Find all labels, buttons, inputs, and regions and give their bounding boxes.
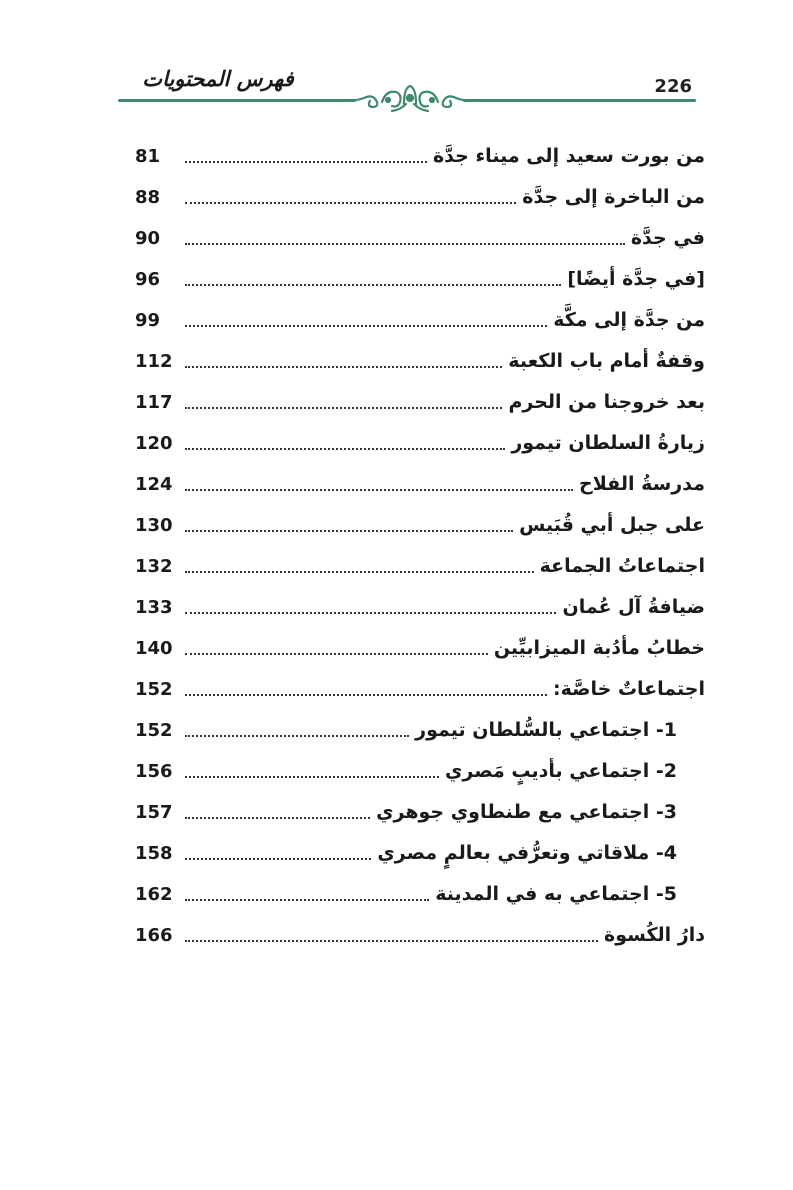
- toc-entry-title: 5- اجتماعي به في المدينة: [435, 883, 677, 905]
- toc-entry-page: 112: [135, 350, 173, 372]
- toc-entry-page: 158: [135, 842, 173, 864]
- dot-leader: [185, 487, 573, 491]
- toc-entry-title: 4- ملاقاتي وتعرُّفي بعالمٍ مصري: [377, 842, 677, 864]
- toc-subentry: [135, 833, 705, 873]
- toc-entry-title: دارُ الكُسوة: [604, 924, 705, 946]
- toc-entry-page: 124: [135, 473, 173, 495]
- toc-entry-title: 3- اجتماعي مع طنطاوي جوهري: [376, 801, 677, 823]
- toc-entry-page: 120: [135, 432, 173, 454]
- toc-entry: [135, 546, 705, 586]
- dot-leader: [185, 446, 505, 450]
- toc-entry: [135, 423, 705, 463]
- toc-entry-title: مدرسةُ الفلاح: [579, 473, 705, 495]
- toc-entry-page: 166: [135, 924, 173, 946]
- toc-entry: [135, 464, 705, 504]
- toc-entry-title: من الباخرة إلى جدَّة: [522, 186, 705, 208]
- toc-entry-page: 117: [135, 391, 173, 413]
- ornament-icon: [342, 80, 478, 120]
- toc-entry-page: 99: [135, 309, 161, 331]
- dot-leader: [185, 815, 370, 819]
- page-number: 226: [654, 76, 692, 97]
- toc-entry-title: في جدَّة: [630, 227, 705, 249]
- toc-entry-page: 130: [135, 514, 173, 536]
- toc-entry-page: 81: [135, 145, 161, 167]
- toc-entry-title: اجتماعاتُ الجماعة: [539, 555, 705, 577]
- dot-leader: [185, 569, 534, 573]
- dot-leader: [185, 159, 427, 163]
- toc-entry-page: 162: [135, 883, 173, 905]
- toc-entry-title: ضيافةُ آل عُمان: [562, 596, 705, 618]
- dot-leader: [185, 651, 488, 655]
- toc-entry: [135, 587, 705, 627]
- dot-leader: [185, 856, 371, 860]
- toc-entry-page: 152: [135, 719, 173, 741]
- dot-leader: [185, 938, 598, 942]
- toc-entry-title: 2- اجتماعي بأديبٍ مَصري: [445, 760, 677, 782]
- toc-entry: [135, 136, 705, 176]
- toc-entry-title: من بورت سعيد إلى ميناء جدَّة: [432, 145, 705, 167]
- toc-entry: [135, 382, 705, 422]
- dot-leader: [185, 733, 409, 737]
- toc-entry-page: 88: [135, 186, 161, 208]
- toc-entry-title: على جبل أبي قُبَيس: [519, 514, 705, 536]
- toc-entry: [135, 915, 705, 955]
- toc-entry-title: بعد خروجنا من الحرم: [508, 391, 705, 413]
- dot-leader: [185, 323, 547, 327]
- toc-entry-title: زيارةُ السلطان تيمور: [511, 432, 705, 454]
- dot-leader: [185, 528, 513, 532]
- dot-leader: [185, 610, 556, 614]
- dot-leader: [185, 774, 439, 778]
- toc-subentry: [135, 751, 705, 791]
- dot-leader: [185, 364, 502, 368]
- toc-entry-page: 157: [135, 801, 173, 823]
- toc-subentry: [135, 874, 705, 914]
- toc-subentry: [135, 710, 705, 750]
- dot-leader: [185, 405, 502, 409]
- toc-entry: [135, 628, 705, 668]
- toc-entry-title: من جدَّة إلى مكَّة: [553, 309, 705, 331]
- toc-entry-title: [في جدَّة أيضًا]: [567, 268, 705, 290]
- toc-entry: [135, 259, 705, 299]
- toc-entry: [135, 218, 705, 258]
- toc-entry: [135, 341, 705, 381]
- toc-entry: [135, 505, 705, 545]
- running-title: فهرس المحتويات: [142, 66, 294, 91]
- toc-entry-page: 156: [135, 760, 173, 782]
- header-rule-right: [463, 99, 696, 102]
- toc-entry: [135, 300, 705, 340]
- toc-entry-title: اجتماعاتٌ خاصَّة:: [553, 678, 705, 700]
- toc-entry-title: خطابُ مأدُبة الميزابيِّين: [493, 637, 705, 659]
- header-rule-left: [118, 99, 356, 102]
- toc-entry-title: 1- اجتماعي بالسُّلطان تيمور: [415, 719, 677, 741]
- toc-entry-page: 140: [135, 637, 173, 659]
- page-header: [118, 66, 696, 112]
- toc-entry-page: 132: [135, 555, 173, 577]
- dot-leader: [185, 282, 561, 286]
- toc-subentry: [135, 792, 705, 832]
- toc-entry-page: 90: [135, 227, 161, 249]
- toc-entry-page: 152: [135, 678, 173, 700]
- toc-entry: [135, 669, 705, 709]
- toc-entry-title: وقفةٌ أمام باب الكعبة: [508, 350, 705, 372]
- toc-entry-page: 96: [135, 268, 161, 290]
- toc-entry-page: 133: [135, 596, 173, 618]
- dot-leader: [185, 692, 547, 696]
- dot-leader: [185, 241, 625, 245]
- toc-entry: [135, 177, 705, 217]
- dot-leader: [185, 897, 429, 901]
- dot-leader: [185, 200, 516, 204]
